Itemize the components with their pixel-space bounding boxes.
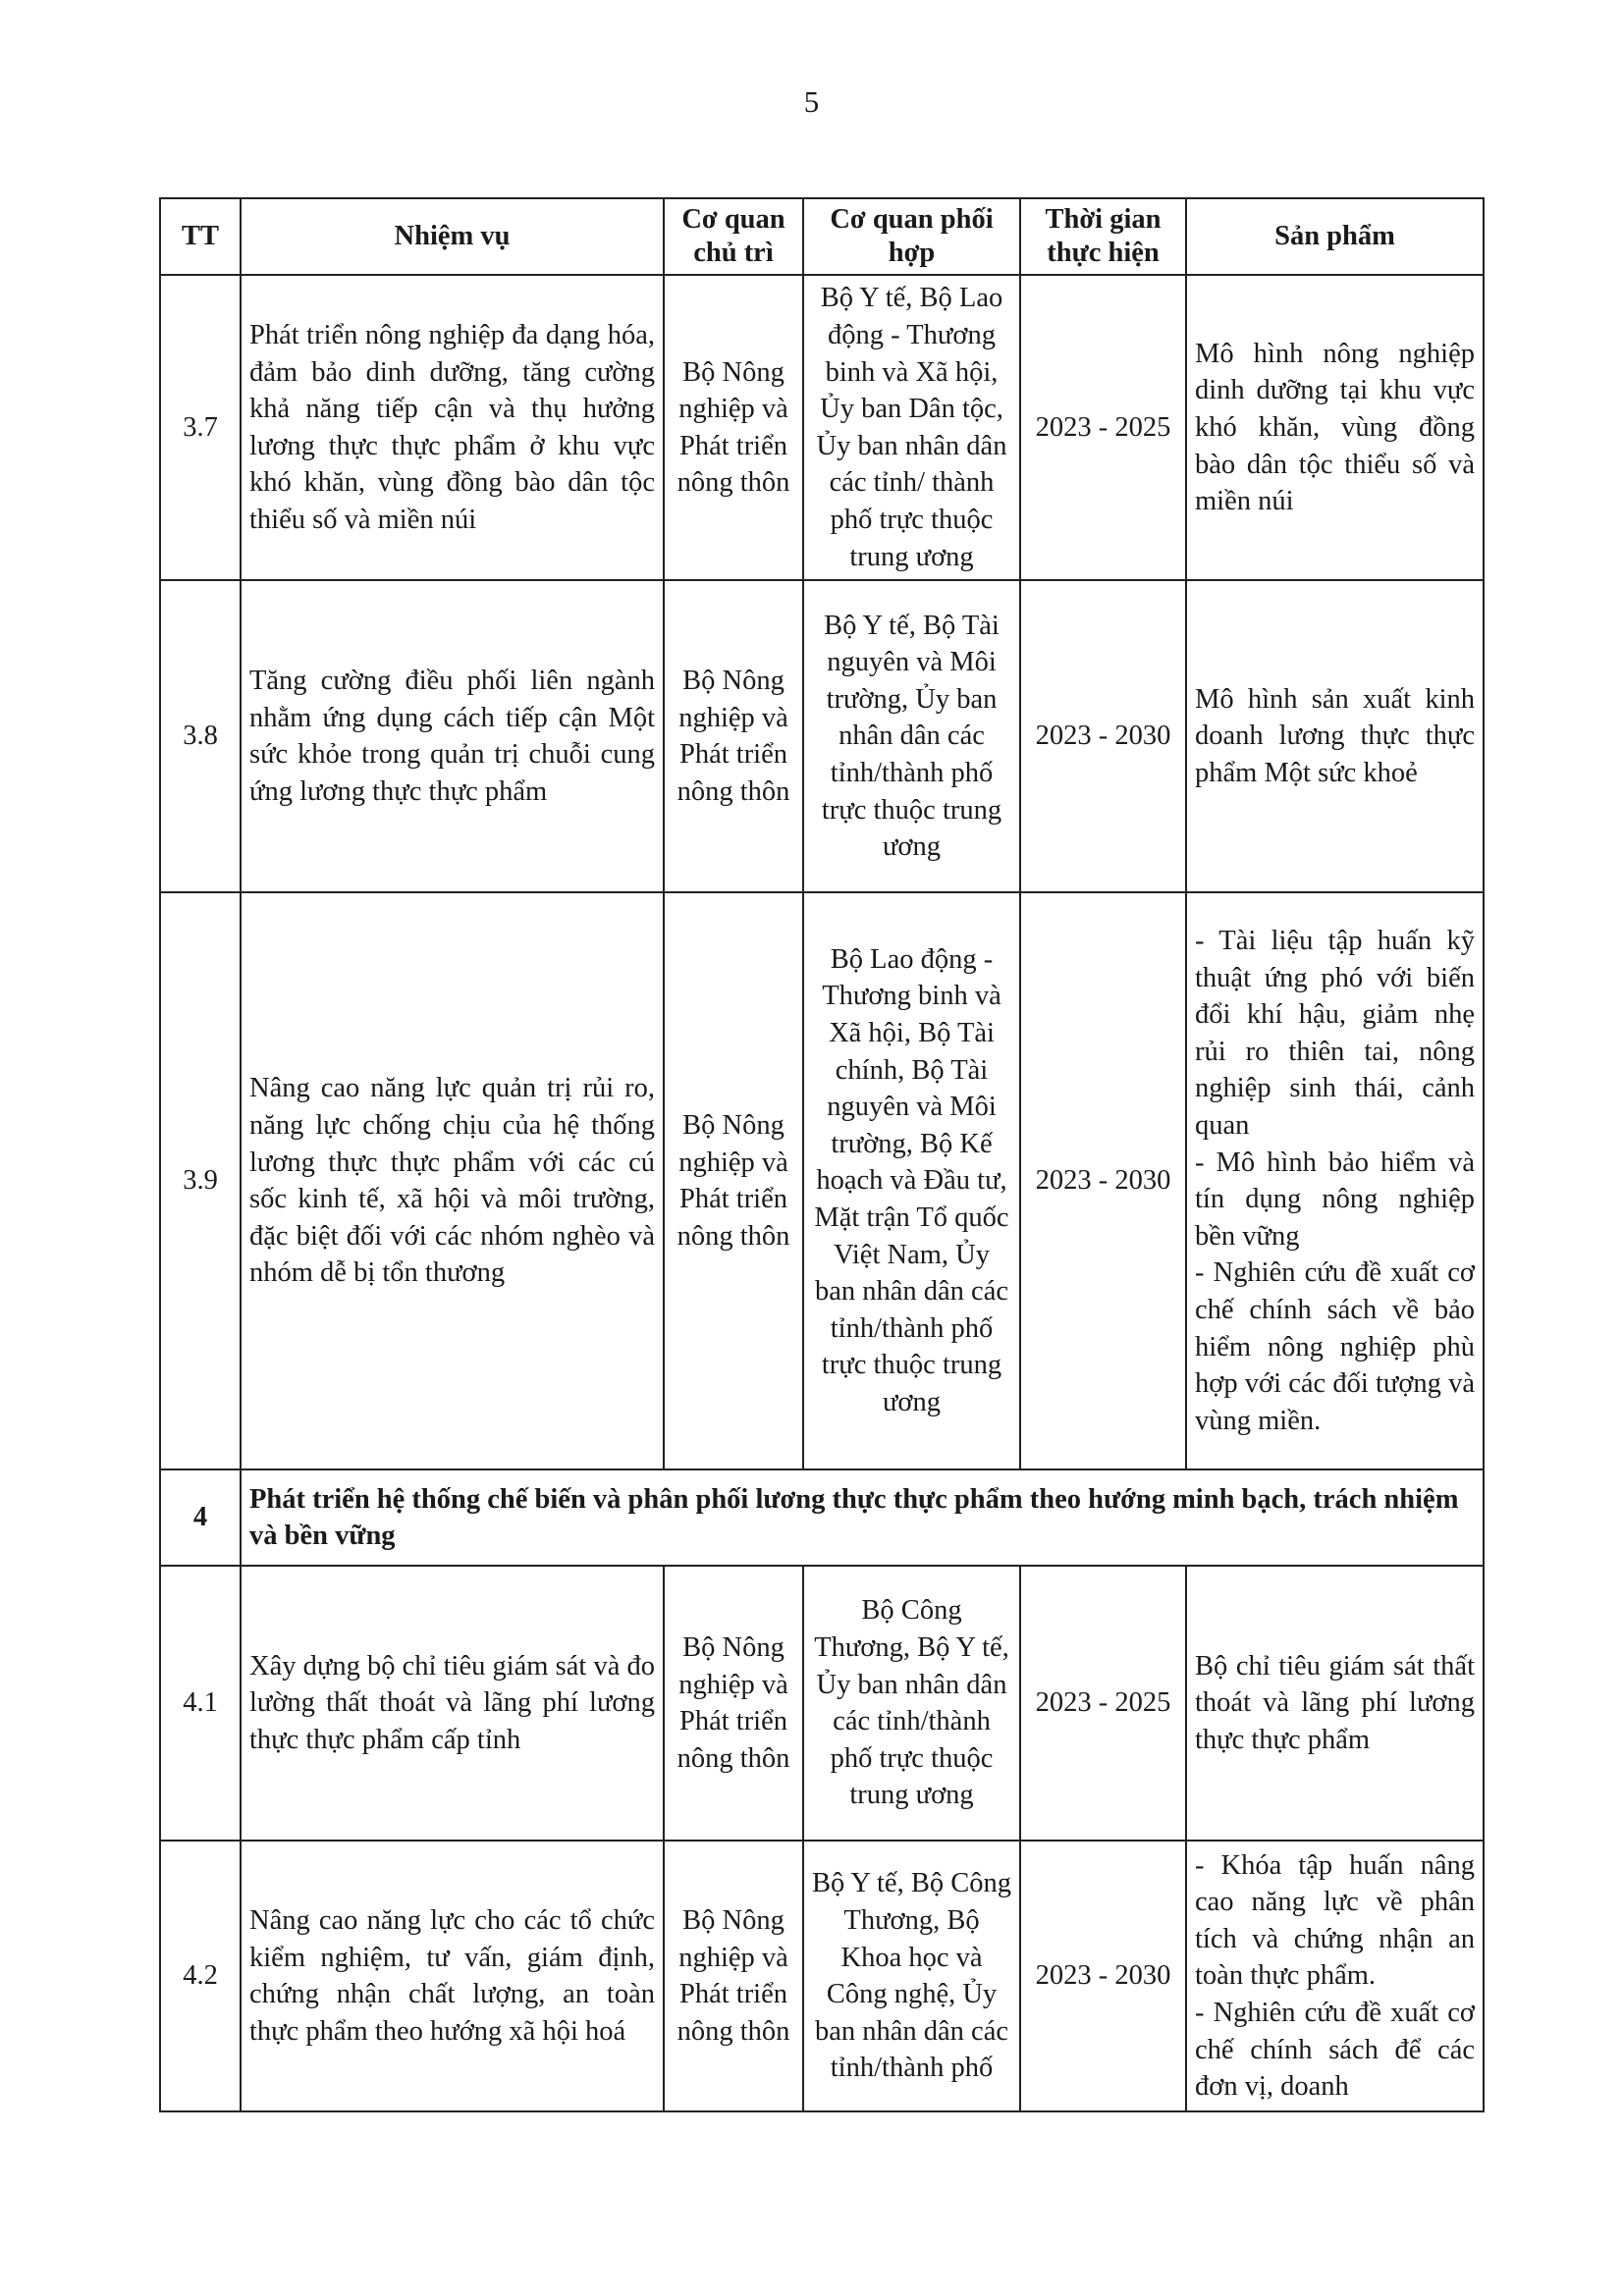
row-coord: Bộ Y tế, Bộ Lao động - Thương binh và Xã hội, Ủy ban Dân tộc, Ủy ban nhân dân các tỉnh/ thành phố trực thuộc trung ương xyxy=(803,275,1020,580)
table-row xyxy=(160,1841,1484,2111)
section-row xyxy=(160,1469,1484,1566)
row-time: 2023 - 2025 xyxy=(1020,275,1186,580)
row-lead: Bộ Nông nghiệp và Phát triển nông thôn xyxy=(664,892,803,1469)
row-time: 2023 - 2030 xyxy=(1020,892,1186,1469)
row-tt: 3.8 xyxy=(160,580,241,892)
col-header-product: Sản phẩm xyxy=(1186,198,1484,275)
row-lead: Bộ Nông nghiệp và Phát triển nông thôn xyxy=(664,1841,803,2111)
product-line: - Nghiên cứu đề xuất cơ chế chính sách để các đơn vị, doanh xyxy=(1195,1998,1475,2103)
row-time: 2023 - 2025 xyxy=(1020,1566,1186,1841)
table-row xyxy=(160,275,1484,580)
row-task: Phát triển nông nghiệp đa dạng hóa, đảm bảo dinh dưỡng, tăng cường khả năng tiếp cận và thụ hưởng lương thực thực phẩm ở khu vực khó khăn, vùng đồng bào dân tộc thiểu số và miền núi xyxy=(241,275,664,580)
row-task: Xây dựng bộ chỉ tiêu giám sát và đo lường thất thoát và lãng phí lương thực thực phẩm cấp tỉnh xyxy=(241,1566,664,1841)
row-lead: Bộ Nông nghiệp và Phát triển nông thôn xyxy=(664,1566,803,1841)
row-task: Tăng cường điều phối liên ngành nhằm ứng dụng cách tiếp cận Một sức khỏe trong quản trị chuỗi cung ứng lương thực thực phẩm xyxy=(241,580,664,892)
product-line: - Nghiên cứu đề xuất cơ chế chính sách về bảo hiểm nông nghiệp phù hợp với các đối tượng và vùng miền. xyxy=(1195,1257,1475,1436)
row-task: Nâng cao năng lực quản trị rủi ro, năng lực chống chịu của hệ thống lương thực thực phẩm với các cú sốc kinh tế, xã hội và môi trường, đặc biệt đối với các nhóm nghèo và nhóm dễ bị tổn thương xyxy=(241,892,664,1469)
row-tt: 3.7 xyxy=(160,275,241,580)
table-row xyxy=(160,1566,1484,1841)
row-product xyxy=(1186,580,1484,892)
row-lead: Bộ Nông nghiệp và Phát triển nông thôn xyxy=(664,275,803,580)
product-line: Mô hình sản xuất kinh doanh lương thực thực phẩm Một sức khoẻ xyxy=(1195,683,1475,789)
table-row xyxy=(160,580,1484,892)
row-coord: Bộ Y tế, Bộ Tài nguyên và Môi trường, Ủy ban nhân dân các tỉnh/thành phố trực thuộc trung ương xyxy=(803,580,1020,892)
table-row xyxy=(160,892,1484,1469)
page-number: 5 xyxy=(803,84,820,119)
product-line: - Tài liệu tập huấn kỹ thuật ứng phó với biến đổi khí hậu, giảm nhẹ rủi ro thiên tai, nông nghiệp sinh thái, cảnh quan xyxy=(1195,925,1475,1142)
col-header-coord: Cơ quan phối hợp xyxy=(803,198,1020,275)
task-table xyxy=(159,197,1485,2112)
row-product xyxy=(1186,275,1484,580)
product-line: Bộ chỉ tiêu giám sát thất thoát và lãng phí lương thực thực phẩm xyxy=(1195,1650,1475,1756)
row-coord: Bộ Công Thương, Bộ Y tế, Ủy ban nhân dân các tỉnh/thành phố trực thuộc trung ương xyxy=(803,1566,1020,1841)
table-header-row xyxy=(160,198,1484,275)
row-coord: Bộ Y tế, Bộ Công Thương, Bộ Khoa học và Công nghệ, Ủy ban nhân dân các tỉnh/thành phố xyxy=(803,1841,1020,2111)
row-lead: Bộ Nông nghiệp và Phát triển nông thôn xyxy=(664,580,803,892)
col-header-lead: Cơ quan chủ trì xyxy=(664,198,803,275)
row-product xyxy=(1186,892,1484,1469)
row-tt: 4.2 xyxy=(160,1841,241,2111)
row-product xyxy=(1186,1841,1484,2111)
row-tt: 4.1 xyxy=(160,1566,241,1841)
row-time: 2023 - 2030 xyxy=(1020,580,1186,892)
section-title: Phát triển hệ thống chế biến và phân phối lương thực thực phẩm theo hướng minh bạch, trách nhiệm và bền vững xyxy=(241,1469,1484,1566)
row-coord: Bộ Lao động - Thương binh và Xã hội, Bộ Tài chính, Bộ Tài nguyên và Môi trường, Bộ Kế hoạch và Đầu tư, Mặt trận Tổ quốc Việt Nam, Ủy ban nhân dân các tỉnh/thành phố trực thuộc trung ương xyxy=(803,892,1020,1469)
col-header-time: Thời gian thực hiện xyxy=(1020,198,1186,275)
product-line: Mô hình nông nghiệp dinh dưỡng tại khu vực khó khăn, vùng đồng bào dân tộc thiểu số và miền núi xyxy=(1195,338,1475,517)
row-time: 2023 - 2030 xyxy=(1020,1841,1186,2111)
col-header-task: Nhiệm vụ xyxy=(241,198,664,275)
product-line: - Khóa tập huấn nâng cao năng lực về phân tích và chứng nhận an toàn thực phẩm. xyxy=(1195,1849,1475,1992)
row-tt: 3.9 xyxy=(160,892,241,1469)
section-tt: 4 xyxy=(160,1469,241,1566)
product-line: - Mô hình bảo hiểm và tín dụng nông nghiệp bền vững xyxy=(1195,1147,1475,1252)
row-product xyxy=(1186,1566,1484,1841)
row-task: Nâng cao năng lực cho các tổ chức kiểm nghiệm, tư vấn, giám định, chứng nhận chất lượng, an toàn thực phẩm theo hướng xã hội hoá xyxy=(241,1841,664,2111)
col-header-tt: TT xyxy=(160,198,241,275)
